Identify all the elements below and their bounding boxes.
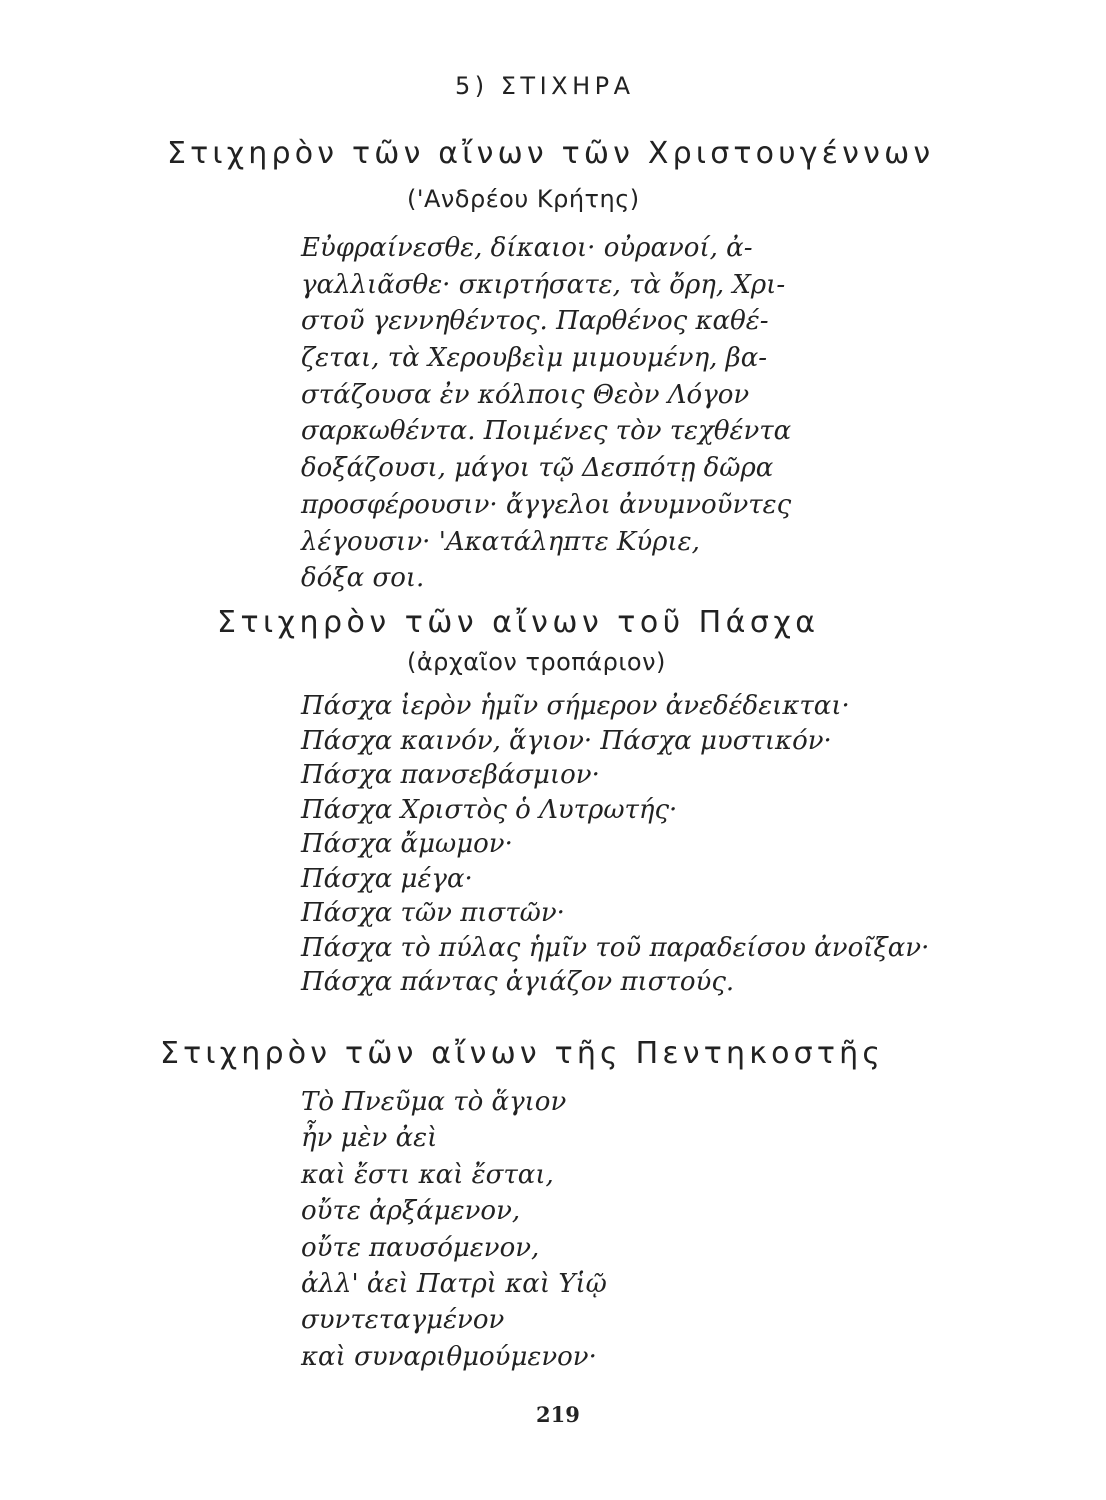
- poem-line: στοῦ γεννηθέντος. Παρθένος καθέ-: [301, 306, 769, 337]
- page-number: 219: [536, 1402, 580, 1427]
- poem-line: οὔτε ἀρξάμενον,: [301, 1196, 521, 1227]
- section-title: 5) ΣΤΙΧΗΡΑ: [455, 72, 635, 100]
- poem-line: γαλλιᾶσθε· σκιρτήσατε, τὰ ὄρη, Χρι-: [301, 269, 786, 300]
- poem-line: σαρκωθέντα. Ποιμένες τὸν τεχθέντα: [301, 416, 792, 447]
- poem-line: καὶ συναριθμούμενον·: [301, 1341, 597, 1372]
- sticheron-christmas-attribution: ('Ανδρέου Κρήτης): [407, 185, 640, 213]
- sticheron-pentecost-title: Στιχηρὸν τῶν αἴνων τῆς Πεντηκοστῆς: [160, 1036, 885, 1071]
- poem-line: Πάσχα ἄμωμον·: [301, 829, 513, 859]
- poem-line: οὔτε παυσόμενον,: [301, 1232, 540, 1263]
- poem-line: στάζουσα ἐν κόλποις Θεὸν Λόγον: [301, 379, 750, 410]
- sticheron-christmas-title: Στιχηρὸν τῶν αἴνων τῶν Χριστουγέννων: [167, 136, 935, 171]
- poem-line: Πάσχα πανσεβάσμιον·: [301, 760, 600, 790]
- poem-line: Πάσχα ἱερὸν ἡμῖν σήμερον ἀνεδέδεικται·: [301, 691, 850, 721]
- sticheron-easter-subtitle: (ἀρχαῖον τροπάριον): [407, 648, 666, 676]
- poem-line: δόξα σοι.: [301, 563, 425, 594]
- poem-line: λέγουσιν· 'Ακατάληπτε Κύριε,: [301, 526, 700, 557]
- poem-line: ἦν μὲν ἀεὶ: [301, 1123, 438, 1154]
- sticheron-christmas-text: [301, 230, 791, 597]
- poem-line: Πάσχα καινόν, ἅγιον· Πάσχα μυστικόν·: [301, 725, 832, 756]
- poem-line: Πάσχα τὸ πύλας ἡμῖν τοῦ παραδείσου ἀνοῖξαν·: [301, 932, 930, 963]
- poem-line: Τὸ Πνεῦμα τὸ ἅγιον: [301, 1087, 567, 1117]
- sticheron-easter-title: Στιχηρὸν τῶν αἴνων τοῦ Πάσχα: [217, 605, 820, 640]
- poem-line: Πάσχα πάντας ἁγιάζον πιστούς.: [301, 967, 735, 997]
- poem-line: Πάσχα Χριστὸς ὁ Λυτρωτής·: [301, 794, 678, 825]
- poem-line: προσφέρουσιν· ἄγγελοι ἀνυμνοῦντες: [301, 489, 792, 520]
- poem-line: Εὐφραίνεσθε, δίκαιοι· οὐρανοί, ἀ-: [301, 233, 753, 263]
- poem-line: Πάσχα μέγα·: [301, 863, 473, 894]
- poem-line: ζεται, τὰ Χερουβεὶμ μιμουμένη, βα-: [301, 343, 768, 374]
- poem-line: δοξάζουσι, μάγοι τῷ Δεσπότῃ δῶρα: [301, 453, 774, 484]
- poem-line: συντεταγμένον: [301, 1305, 505, 1336]
- sticheron-pentecost-text: [301, 1084, 607, 1375]
- sticheron-easter-text: [301, 689, 929, 1000]
- poem-line: καὶ ἔστι καὶ ἔσται,: [301, 1159, 554, 1190]
- poem-line: ἀλλ' ἀεὶ Πατρὶ καὶ Υἱῷ: [301, 1268, 607, 1299]
- poem-line: Πάσχα τῶν πιστῶν·: [301, 898, 565, 928]
